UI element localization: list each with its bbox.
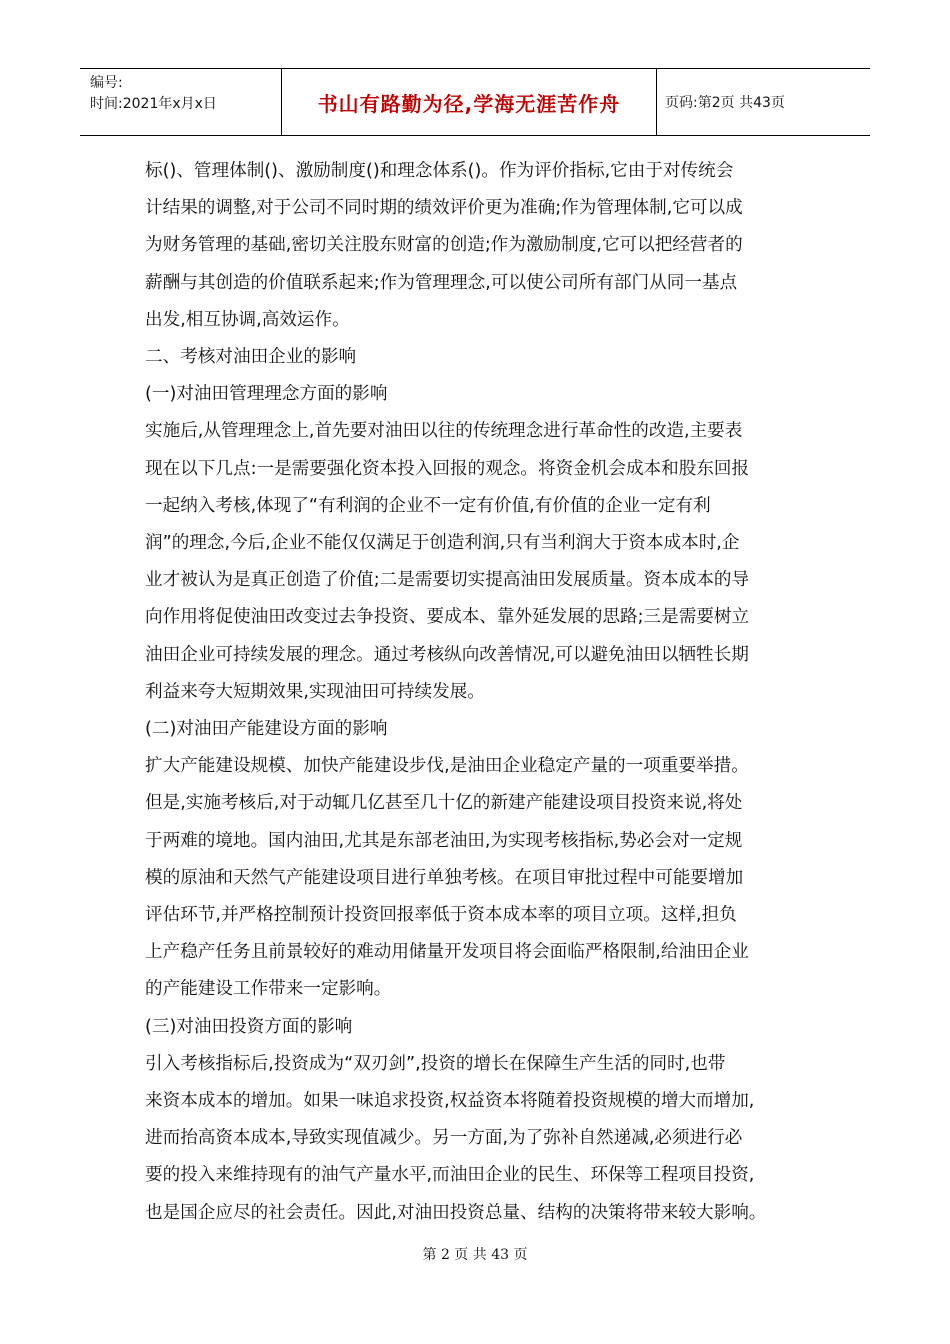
text-line: 实施后,从管理理念上,首先要对油田以往的传统理念进行革命性的改造,主要表 (145, 421, 743, 442)
header-motto: 书山有路勤为径,学海无涯苦作舟 (282, 69, 657, 135)
header-meta (80, 69, 282, 135)
text-line: 来资本成本的增加。如果一味追求投资,权益资本将随着投资规模的增大而增加, (145, 1091, 755, 1112)
text-line: 润”的理念,今后,企业不能仅仅满足于创造利润,只有当利润大于资本成本时,企 (145, 533, 740, 554)
section-heading: 二、考核对油田企业的影响 (145, 347, 357, 368)
text-line: 于两难的境地。国内油田,尤其是东部老油田,为实现考核指标,势必会对一定规 (145, 830, 743, 851)
text-line: 一起纳入考核,体现了“有利润的企业不一定有价值,有价值的企业一定有利 (145, 495, 711, 516)
text-line: 扩大产能建设规模、加快产能建设步伐,是油田企业稳定产量的一项重要举措。 (145, 756, 749, 777)
text-line: 评估环节,并严格控制预计投资回报率低于资本成本率的项目立项。这样,担负 (145, 905, 737, 926)
text-line: 为财务管理的基础,密切关注股东财富的创造;作为激励制度,它可以把经营者的 (145, 235, 743, 256)
text-line: 标()、管理体制()、激励制度()和理念体系()。作为评价指标,它由于对传统会 (145, 161, 734, 181)
text-line: 上产稳产任务且前景较好的难动用储量开发项目将会面临严格限制,给油田企业 (145, 942, 749, 963)
page-header (80, 68, 870, 136)
text-line: 薪酬与其创造的价值联系起来;作为管理理念,可以使公司所有部门从同一基点 (145, 272, 738, 293)
text-line: 现在以下几点:一是需要强化资本投入回报的观念。将资金机会成本和股东回报 (145, 458, 750, 479)
page-footer: 第 2 页 共 43 页 (422, 1247, 528, 1263)
subsection-heading: (二)对油田产能建设方面的影响 (145, 719, 388, 740)
code-label: 编号: (90, 75, 123, 91)
text-line: 进而抬高资本成本,导致实现值减少。另一方面,为了弥补自然递减,必须进行必 (145, 1128, 743, 1149)
text-line: 向作用将促使油田改变过去争投资、要成本、靠外延发展的思路;三是需要树立 (145, 607, 750, 628)
text-line: 计结果的调整,对于公司不同时期的绩效评价更为准确;作为管理体制,它可以成 (145, 198, 743, 219)
header-page-info: 页码:第2页 共43页 (665, 95, 785, 111)
text-line: 利益来夸大短期效果,实现油田可持续发展。 (145, 681, 485, 702)
text-line: 但是,实施考核后,对于动辄几亿甚至几十亿的新建产能建设项目投资来说,将处 (145, 793, 743, 814)
time-label: 时间:2021年x月x日 (90, 96, 217, 112)
text-line: 也是国企应尽的社会责任。因此,对油田投资总量、结构的决策将带来较大影响。 (145, 1202, 767, 1223)
text-line: 油田企业可持续发展的理念。通过考核纵向改善情况,可以避免油田以牺牲长期 (145, 644, 749, 665)
text-line: 业才被认为是真正创造了价值;二是需要切实提高油田发展质量。资本成本的导 (145, 570, 750, 591)
text-line: 引入考核指标后,投资成为“双刃剑”,投资的增长在保障生产生活的同时,也带 (145, 1053, 726, 1074)
text-line: 的产能建设工作带来一定影响。 (145, 979, 392, 1000)
text-line: 模的原油和天然气产能建设项目进行单独考核。在项目审批过程中可能要增加 (145, 867, 744, 888)
subsection-heading: (三)对油田投资方面的影响 (145, 1016, 353, 1037)
text-line: 出发,相互协调,高效运作。 (145, 309, 350, 330)
subsection-heading: (一)对油田管理理念方面的影响 (145, 384, 388, 405)
text-line: 要的投入来维持现有的油气产量水平,而油田企业的民生、环保等工程项目投资, (145, 1165, 755, 1186)
document-body (145, 153, 817, 1232)
